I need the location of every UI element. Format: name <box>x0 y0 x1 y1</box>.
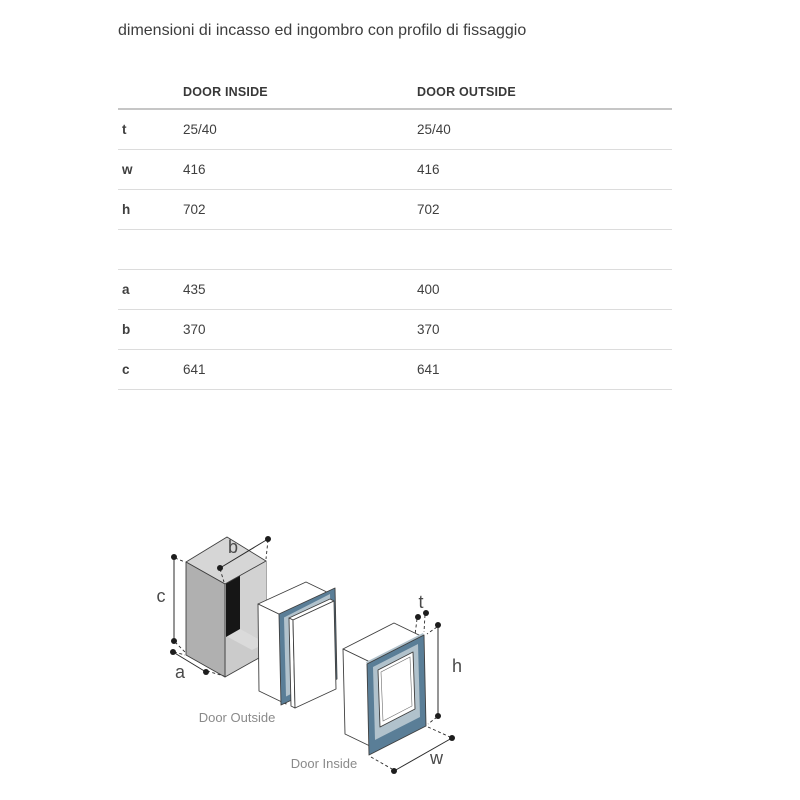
dimension-label-h: h <box>452 656 463 676</box>
dimension-label-c: c <box>156 586 166 606</box>
dimensions-table <box>118 75 672 390</box>
row-label: c <box>122 362 130 377</box>
dimension-line-c <box>157 554 187 653</box>
cell-door-outside: 416 <box>417 162 440 177</box>
table-row <box>118 270 672 310</box>
cell-door-outside: 641 <box>417 362 440 377</box>
row-label: a <box>122 282 130 297</box>
cell-door-inside: 435 <box>183 282 206 297</box>
dimension-label-a: a <box>174 662 186 682</box>
column-header-door-outside: DOOR OUTSIDE <box>417 84 516 99</box>
door-inside-unit <box>343 623 426 755</box>
row-label: h <box>122 202 131 217</box>
cell-door-inside: 702 <box>183 202 206 217</box>
cell-door-inside: 416 <box>183 162 206 177</box>
row-label: t <box>122 122 127 137</box>
door-outside-unit <box>258 582 337 708</box>
cell-door-inside: 641 <box>183 362 206 377</box>
column-header-door-inside: DOOR INSIDE <box>183 84 268 99</box>
table-row <box>118 310 672 350</box>
dimension-line-h <box>427 622 462 724</box>
dimension-label-t: t <box>418 592 424 612</box>
cell-door-outside: 25/40 <box>417 122 451 137</box>
row-label: b <box>122 322 131 337</box>
cell-door-outside: 370 <box>417 322 440 337</box>
dimension-line-t <box>415 592 429 635</box>
table-row <box>118 350 672 390</box>
cell-door-inside: 370 <box>183 322 206 337</box>
door-outside-caption: Door Outside <box>198 710 276 725</box>
niche-box <box>186 537 266 677</box>
table-row-empty <box>118 230 672 270</box>
table-row <box>118 110 672 150</box>
installation-diagram <box>140 520 480 785</box>
table-row <box>118 190 672 230</box>
cell-door-inside: 25/40 <box>183 122 217 137</box>
page-title: dimensioni di incasso ed ingombro con profilo di fissaggio <box>118 22 527 39</box>
door-inside-caption: Door Inside <box>290 756 358 771</box>
table-row <box>118 150 672 190</box>
dimension-label-w: w <box>430 748 443 768</box>
dimension-label-b: b <box>227 537 239 557</box>
table-header-row <box>118 75 672 110</box>
niche-opening <box>226 574 240 637</box>
row-label: w <box>122 162 133 177</box>
cell-door-outside: 400 <box>417 282 440 297</box>
cell-door-outside: 702 <box>417 202 440 217</box>
